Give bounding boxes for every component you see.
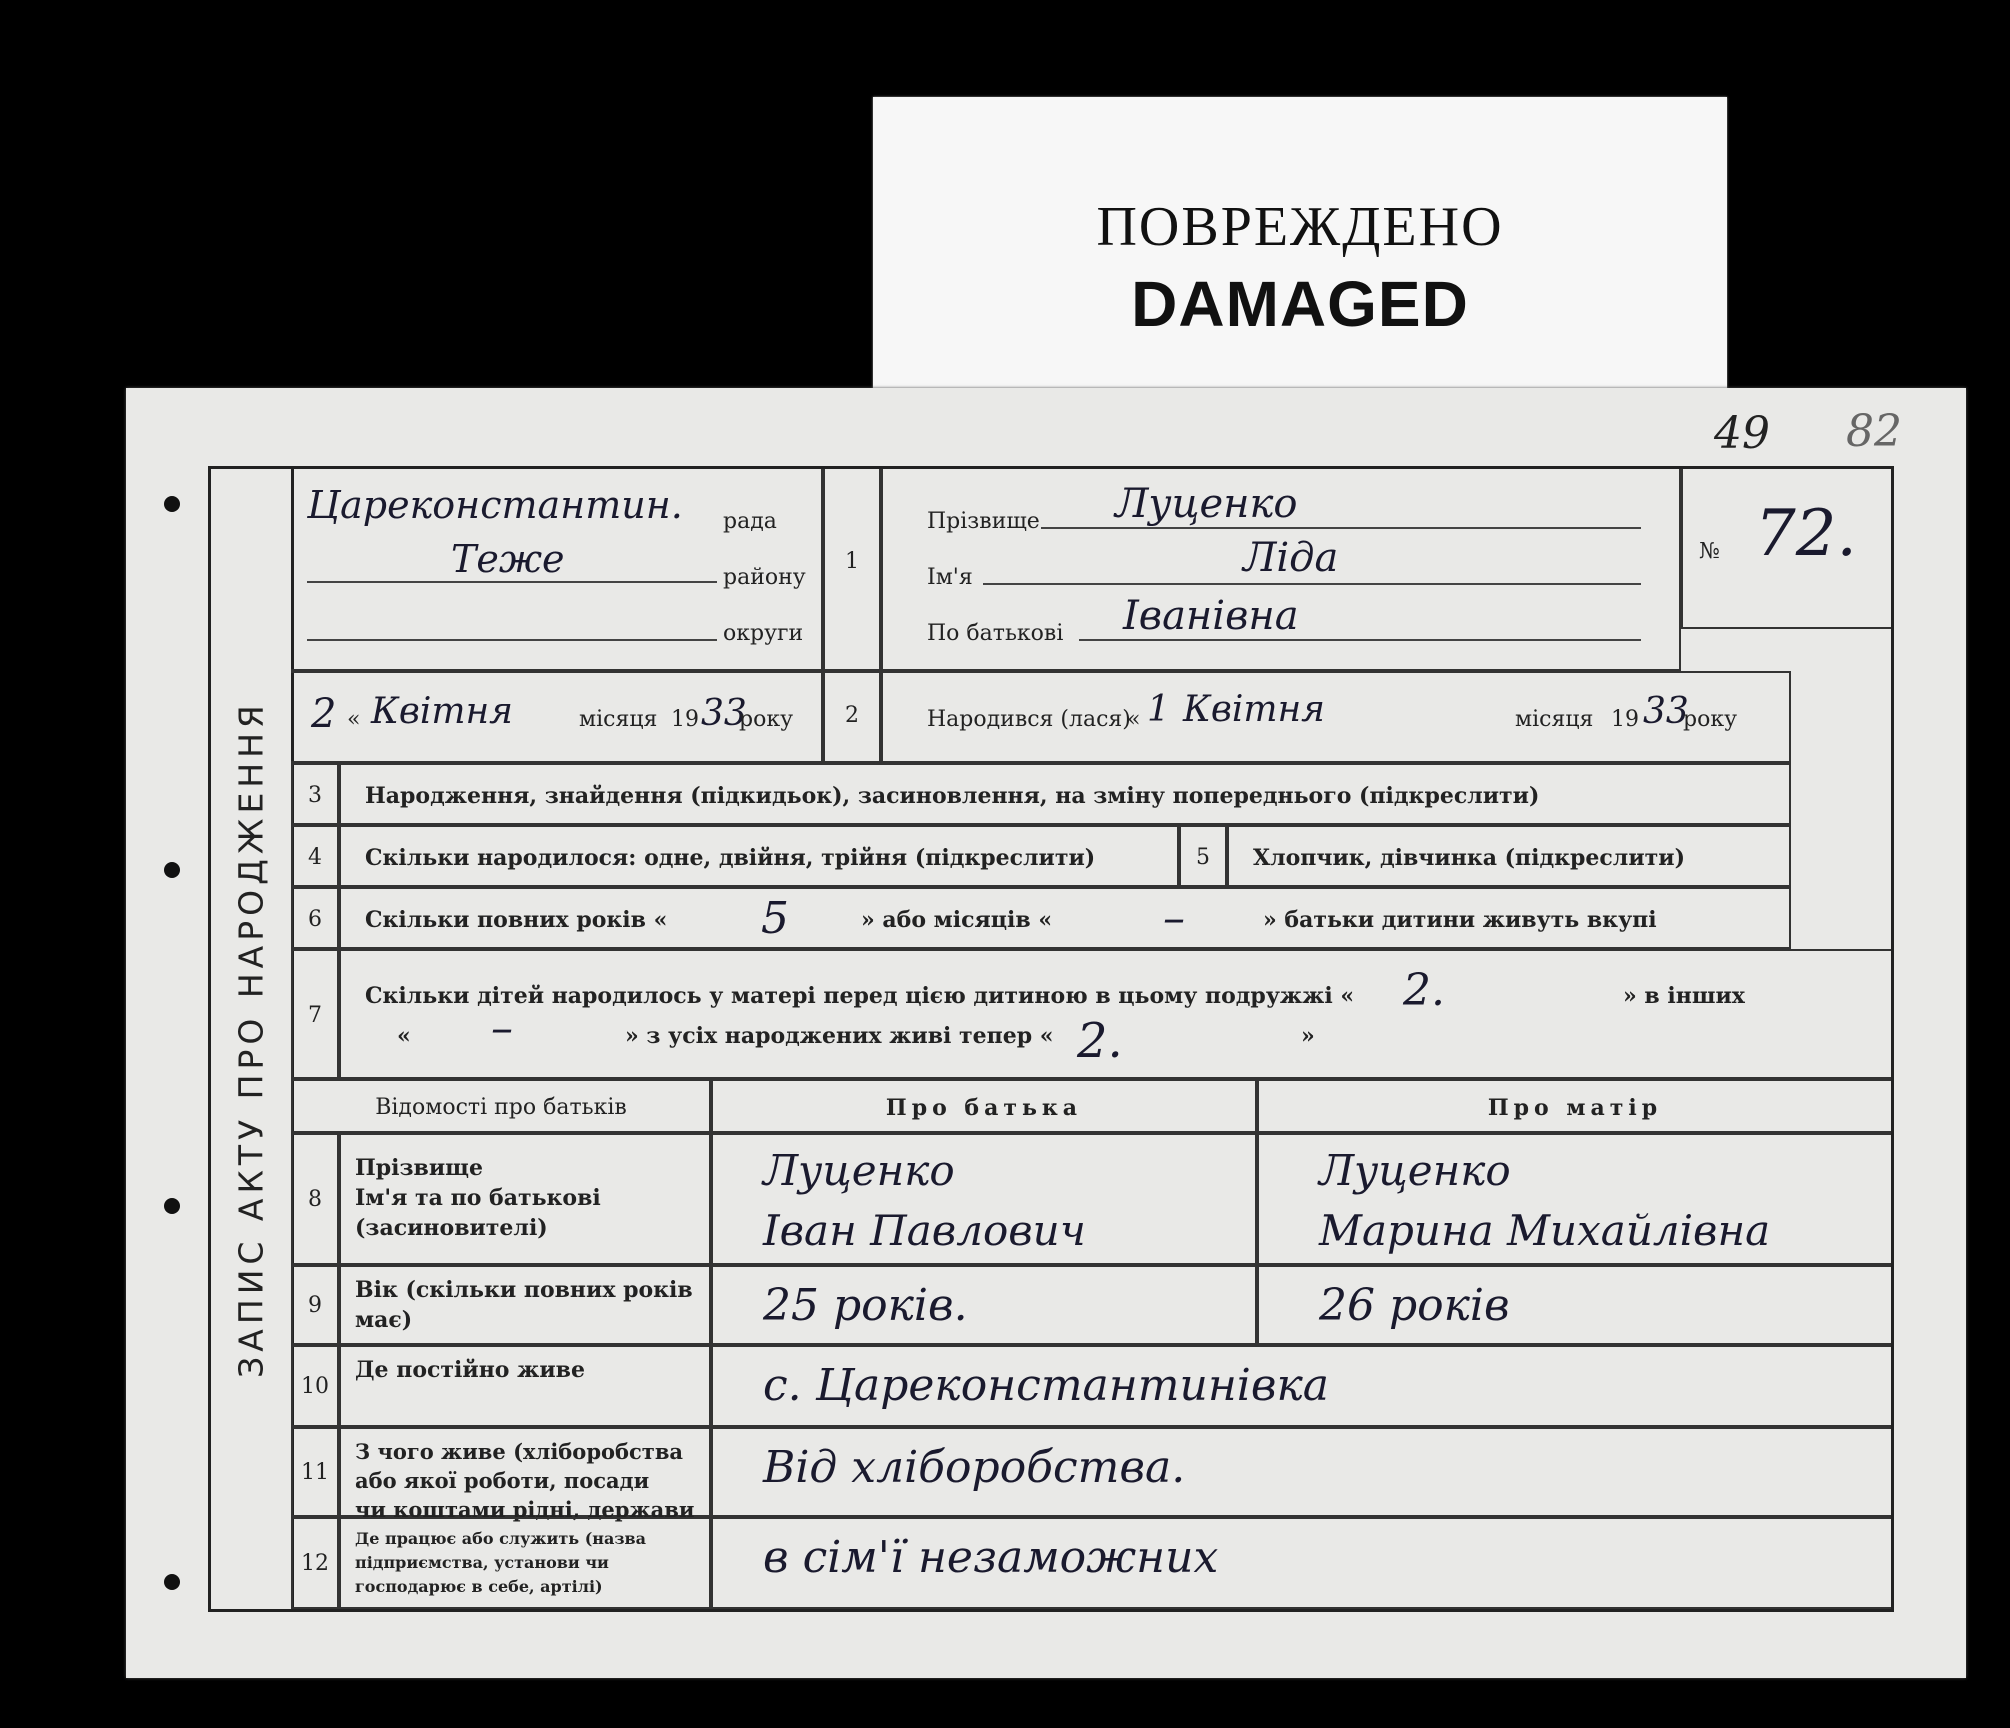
damaged-label-ru: ПОВРЕЖДЕНО [1096,196,1504,258]
quote-mark: « [397,1023,411,1049]
council-value: Цареконстантин. [307,483,683,527]
row-7-number [291,949,339,1079]
patronymic-value: Іванівна [1123,593,1299,639]
quote-mark: » [1301,1023,1315,1049]
children-before-value: 2. [1403,965,1445,1016]
children-before-label: Скільки дітей народилось у матері перед цією дитиною в цьому подружжі « [365,983,1355,1009]
father-value: Луценко Іван Павлович [763,1146,1086,1255]
patronymic-label: По батькові [927,621,1064,646]
name-value: Ліда [1243,535,1339,581]
registration-date [291,671,823,763]
birth-count-text: Скільки народилося: одне, двійня, трійня (підкреслити) [365,845,1096,871]
side-title-column [211,469,294,1609]
event-type-text: Народження, знайдення (підкидьок), засиновлення, на зміну попереднього (підкреслити) [365,783,1540,809]
birth-month: Квітня [1183,689,1326,730]
father-value-cell [711,1265,1257,1345]
mother-value: 26 років [1319,1280,1510,1331]
damaged-label-en: DAMAGED [1131,268,1469,340]
surname-line [1041,527,1641,529]
row-number: 7 [308,1003,322,1028]
name-line [983,583,1641,585]
row-number-cell [291,1133,339,1265]
father-value-cell [711,1133,1257,1265]
row-number: 12 [301,1551,329,1576]
year-label: року [1683,707,1738,732]
sex-row [1227,825,1791,887]
punch-hole [164,496,180,512]
sex-text: Хлопчик, дівчинка (підкреслити) [1253,845,1685,871]
year-label: року [739,707,794,732]
born-label: Народився (лася) [927,707,1131,732]
row-number: 5 [1196,845,1210,870]
row-number: 8 [308,1187,322,1212]
years-label: Скільки повних років « [365,907,668,933]
council-label: рада [723,509,777,534]
parent-field-label: Де працює або служить (назва підприємства, установи чи господарює в себе, артілі) [355,1529,647,1596]
registration-year: 33 [701,693,747,734]
father-value-cell [711,1345,1891,1427]
row-number: 10 [301,1374,329,1399]
father-value: Від хліборобства. [763,1442,1186,1493]
month-label: місяця [579,707,658,732]
birth-record-form [208,466,1894,1612]
surname-value: Луценко [1115,481,1298,527]
parent-field-label-cell [339,1427,711,1522]
row-number-cell [291,1265,339,1345]
row-number-cell [291,1517,339,1609]
row-4-number [291,825,339,887]
registration-month: Квітня [371,691,514,732]
district-line [307,581,717,583]
row-number: 9 [308,1293,322,1318]
row-number: 11 [301,1460,329,1485]
record-number-label: № [1699,539,1720,564]
row-number: 6 [308,907,322,932]
mother-value-cell [1257,1265,1891,1345]
year-prefix: 19 [671,707,699,732]
months-value: – [1163,893,1185,944]
parents-together-row [339,887,1791,949]
district-value: Теже [451,537,565,581]
alive-label: » з усіх народжених живі тепер « [625,1023,1054,1049]
column-header: Про матір [1487,1095,1663,1121]
children-count-row [339,949,1891,1079]
row-5-number [1179,825,1227,887]
mother-value: Луценко Марина Михайлівна [1319,1146,1771,1255]
patronymic-line [1079,639,1641,641]
years-value: 5 [761,893,789,944]
parent-field-label-cell [339,1265,711,1345]
months-label: » або місяців « [861,907,1053,933]
row-number: 4 [308,845,322,870]
row-number: 1 [845,549,859,574]
father-header [711,1079,1257,1133]
father-value: с. Цареконстантинівка [763,1360,1329,1411]
mother-value-cell [1257,1133,1891,1265]
registration-day: 2 [311,691,337,737]
row-number-cell [291,1345,339,1427]
birth-record-card [126,388,1966,1678]
row-number-cell [291,1427,339,1517]
sheet-number-old: 82 [1846,406,1902,457]
row-number: 2 [845,703,859,728]
parent-field-label: З чого живе (хліборобства або якої роботи, посади чи коштами рідні, держави [355,1439,695,1522]
father-value: 25 років. [763,1280,968,1331]
birth-year: 33 [1643,691,1689,732]
record-number-value: 72. [1755,497,1857,571]
punch-hole [164,862,180,878]
quote-mark: « [347,707,361,732]
parent-field-label-cell [339,1345,711,1427]
birth-count-row [339,825,1179,887]
parent-field-label: Вік (скільки повних років має) [355,1277,693,1333]
alive-value: 2. [1077,1013,1123,1069]
record-number-box [1681,469,1891,629]
parent-field-label-cell [339,1517,711,1609]
damaged-notice [873,97,1727,407]
column-header: Про батька [885,1095,1083,1121]
other-marriages-label: » в інших [1623,983,1745,1009]
mother-header [1257,1079,1891,1133]
form-title: ЗАПИС АКТУ ПРО НАРОДЖЕННЯ [231,700,271,1378]
council-block [291,469,823,671]
event-type-row [339,763,1791,825]
parent-field-label: Де постійно живе [355,1357,585,1383]
name-label: Ім'я [927,565,973,590]
month-label: місяця [1515,707,1594,732]
together-label: » батьки дитини живуть вкупі [1263,907,1657,933]
birth-date-block [881,671,1791,763]
row-2-number [823,671,881,763]
parent-field-label-cell [339,1133,711,1265]
column-header: Відомості про батьків [375,1095,627,1120]
year-prefix: 19 [1611,707,1639,732]
row-1-number [823,469,881,671]
punch-hole [164,1198,180,1214]
punch-hole [164,1574,180,1590]
birth-day: 1 [1147,689,1170,730]
row-3-number [291,763,339,825]
district-label: району [723,565,806,590]
father-value-cell [711,1427,1891,1517]
children-other-value: – [491,1003,513,1054]
parent-field-label: Прізвище Ім'я та по батькові (засиновителі) [355,1155,601,1241]
row-number: 3 [308,783,322,808]
region-line [307,639,717,641]
father-value: в сім'ї незаможних [763,1532,1219,1583]
row-6-number [291,887,339,949]
sheet-number: 49 [1714,408,1770,459]
parents-info-header [291,1079,711,1133]
region-label: округи [723,621,804,646]
child-name-block [881,469,1681,671]
quote-mark: « [1127,707,1141,732]
father-value-cell [711,1517,1891,1609]
surname-label: Прізвище [927,509,1040,534]
